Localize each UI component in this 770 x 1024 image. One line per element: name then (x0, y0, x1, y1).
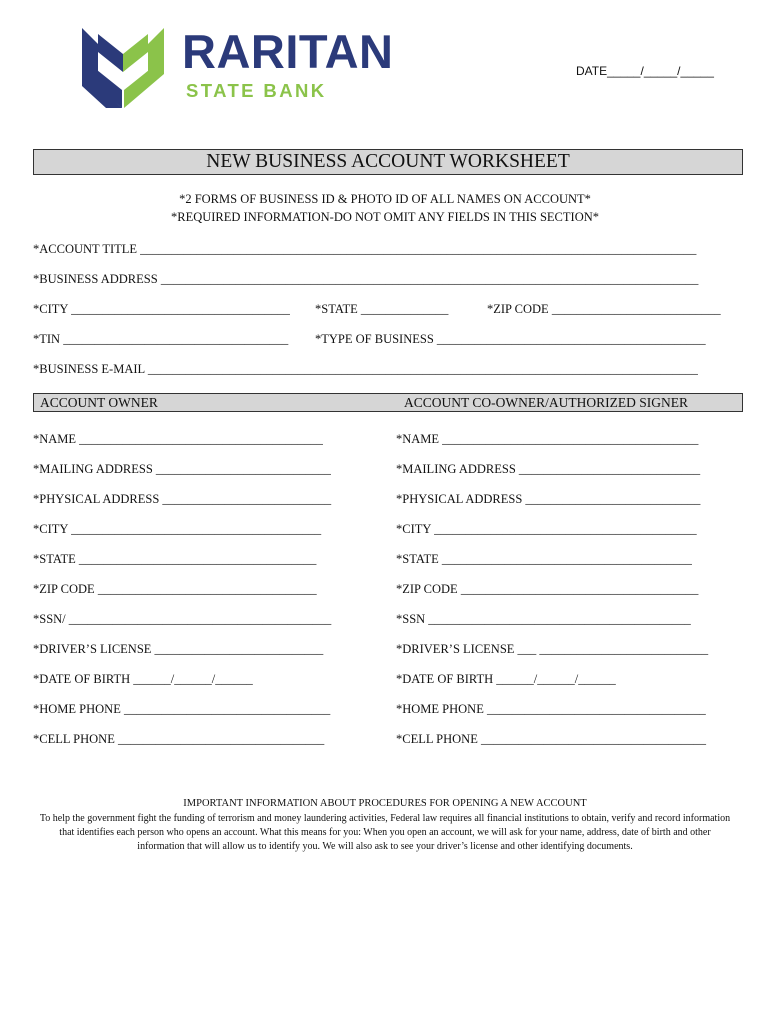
owner-dob-field[interactable]: *DATE OF BIRTH ______/______/______ (33, 672, 253, 686)
coowner-header-label: ACCOUNT CO-OWNER/AUTHORIZED SIGNER (404, 395, 688, 410)
coowner-mailing-address-field[interactable]: *MAILING ADDRESS _____________________________ (396, 462, 701, 476)
notice-line-3: information that will allow us to identify you. We will also ask to see your driver’s license and other identifying documents. (137, 841, 633, 852)
coowner-cell-phone-field[interactable]: *CELL PHONE ____________________________________ (396, 732, 706, 746)
coowner-zip-field[interactable]: *ZIP CODE ______________________________________ (396, 582, 699, 596)
owner-physical-address-field[interactable]: *PHYSICAL ADDRESS ___________________________ (33, 492, 332, 506)
owner-home-phone-field[interactable]: *HOME PHONE _________________________________ (33, 702, 331, 716)
business-type-field[interactable]: *TYPE OF BUSINESS ___________________________________________ (315, 332, 706, 346)
coowner-state-field[interactable]: *STATE ________________________________________ (396, 552, 692, 566)
id-requirement-note: *2 FORMS OF BUSINESS ID & PHOTO ID OF ALL NAMES ON ACCOUNT* (179, 192, 591, 206)
coowner-name-field[interactable]: *NAME _________________________________________ (396, 432, 699, 446)
owner-name-field[interactable]: *NAME _______________________________________ (33, 432, 323, 446)
owner-mailing-address-field[interactable]: *MAILING ADDRESS ____________________________ (33, 462, 331, 476)
tin-field[interactable]: *TIN ____________________________________ (33, 332, 289, 346)
coowner-dob-field[interactable]: *DATE OF BIRTH ______/______/______ (396, 672, 616, 686)
business-state-field[interactable]: *STATE ______________ (315, 302, 449, 316)
bank-logo-icon (80, 28, 166, 108)
date-field[interactable]: DATE_____/_____/_____ (576, 64, 714, 78)
owner-city-field[interactable]: *CITY ________________________________________ (33, 522, 322, 536)
account-title-field[interactable]: *ACCOUNT TITLE _________________________________________________________________________________________ (33, 242, 697, 256)
owner-zip-field[interactable]: *ZIP CODE ___________________________________ (33, 582, 317, 596)
owner-header-label: ACCOUNT OWNER (40, 395, 158, 410)
notice-line-2: that identifies each person who opens an account. What this means for you: When you open an account, we will ask for your name, address, date of birth and other (59, 827, 711, 838)
owner-state-field[interactable]: *STATE ______________________________________ (33, 552, 317, 566)
owner-section-header (33, 393, 743, 412)
coowner-city-field[interactable]: *CITY __________________________________________ (396, 522, 697, 536)
business-address-field[interactable]: *BUSINESS ADDRESS ______________________________________________________________________________________ (33, 272, 699, 286)
notice-line-1: To help the government fight the funding of terrorism and money laundering activities, Federal law requires all financial institutions to obtain, verify and record information (39, 813, 731, 824)
business-zip-field[interactable]: *ZIP CODE ___________________________ (487, 302, 721, 316)
owner-license-field[interactable]: *DRIVER’S LICENSE ___________________________ (33, 642, 324, 656)
business-email-field[interactable]: *BUSINESS E-MAIL ________________________________________________________________________________________ (33, 362, 698, 376)
coowner-physical-address-field[interactable]: *PHYSICAL ADDRESS ____________________________ (396, 492, 701, 506)
notice-heading: IMPORTANT INFORMATION ABOUT PROCEDURES FOR OPENING A NEW ACCOUNT (183, 798, 587, 809)
coowner-license-field[interactable]: *DRIVER’S LICENSE ___ ___________________________ (396, 642, 709, 656)
required-info-note: *REQUIRED INFORMATION-DO NOT OMIT ANY FIELDS IN THIS SECTION* (170, 210, 599, 224)
business-city-field[interactable]: *CITY ___________________________________ (33, 302, 290, 316)
owner-cell-phone-field[interactable]: *CELL PHONE _________________________________ (33, 732, 325, 746)
coowner-home-phone-field[interactable]: *HOME PHONE ___________________________________ (396, 702, 706, 716)
page-title: NEW BUSINESS ACCOUNT WORKSHEET (33, 149, 743, 175)
logo-wordmark: RARITAN (182, 25, 394, 78)
coowner-ssn-field[interactable]: *SSN __________________________________________ (396, 612, 691, 626)
logo-subtitle: STATE BANK (186, 80, 327, 101)
owner-ssn-field[interactable]: *SSN/ __________________________________________ (33, 612, 332, 626)
